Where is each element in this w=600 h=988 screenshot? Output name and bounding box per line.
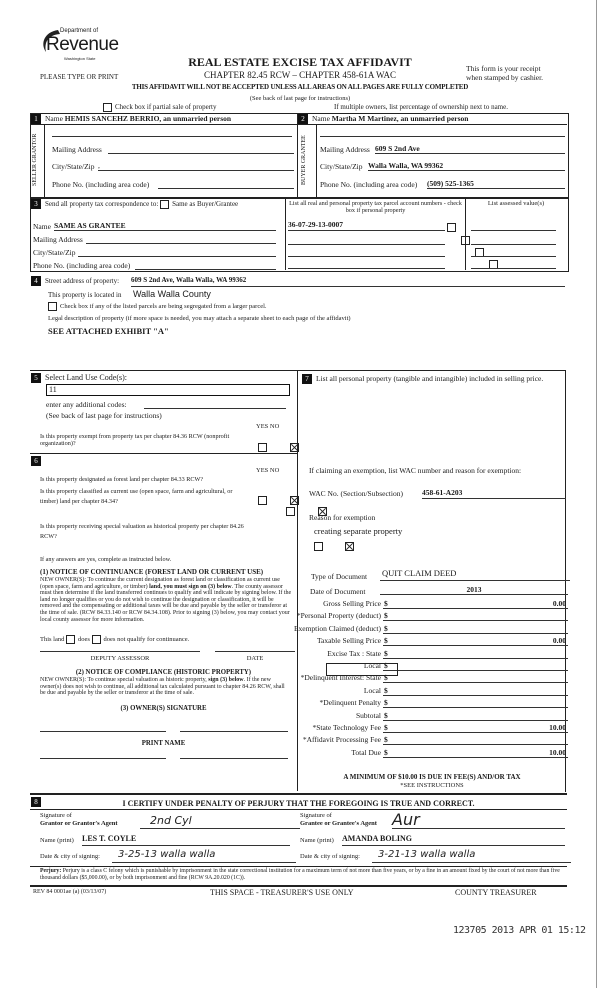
fee-label: Subtotal xyxy=(355,711,381,720)
fee-field[interactable] xyxy=(383,660,568,671)
fee-field[interactable] xyxy=(383,672,568,683)
body-bold: sign (3) below xyxy=(208,677,244,683)
does-not-checkbox[interactable] xyxy=(92,635,101,644)
same-as-label: Same as Buyer/Grantee xyxy=(172,200,239,208)
see-instructions-note: *SEE INSTRUCTIONS xyxy=(400,782,464,789)
segregated-checkbox[interactable] xyxy=(48,302,57,311)
grantor-signature[interactable]: 2nd Cyl xyxy=(140,814,300,829)
phone-label: Phone No. (including area code) xyxy=(33,261,131,270)
perjury-text: Perjury is a class C felony which is punishable by imprisonment in the state correctional institution for a maximum term of not more than five years, or by a fine in an amount fixed by the court of not more than five thousand dollars ($5,000.00), or by both imprisonment and fine (RCW 9A.20.020 (1C)). xyxy=(40,868,560,881)
forest-yes-checkbox[interactable] xyxy=(258,496,267,505)
personal-property-checkbox[interactable] xyxy=(447,223,456,232)
no-header: NO xyxy=(269,423,280,430)
send-label: Send all property tax correspondence to: xyxy=(45,200,159,208)
notice-continuance-body xyxy=(40,577,292,623)
fee-value: 0.00 xyxy=(552,599,566,608)
currency-sign: $ xyxy=(384,599,388,608)
correspondence-name-field[interactable]: SAME AS GRANTEE xyxy=(54,221,276,231)
name-label: Name xyxy=(33,222,51,231)
fee-field[interactable] xyxy=(383,685,568,696)
assessed-header: List assessed value(s) xyxy=(487,200,545,207)
phone-label: Phone No. (including area code) xyxy=(52,180,150,189)
city-label: City/State/Zip xyxy=(33,248,76,257)
parcel-header: List all real and personal property tax parcel account numbers - check box if personal property xyxy=(289,200,462,215)
body-text: . If the new owner(s) does not wish to continue, all additional tax calculated pursuant to chapter 84.26 RCW, shall be due and payable by the seller or transferor at the time of sale. xyxy=(40,677,285,697)
grantor-sig-label: Signature of xyxy=(40,812,72,819)
phone-label: Phone No. (including area code) xyxy=(320,180,418,189)
perjury-label: Perjury: xyxy=(40,868,62,874)
fee-field[interactable] xyxy=(383,623,568,634)
owner-signature-label: (3) OWNER(S) SIGNATURE xyxy=(120,705,207,712)
additional-codes-label: enter any additional codes: xyxy=(46,400,127,409)
currency-sign: $ xyxy=(384,686,388,695)
grantee-agent-label: Grantee or Grantee's Agent xyxy=(300,820,377,827)
section-number: 1 xyxy=(31,114,41,124)
deputy-assessor-line[interactable] xyxy=(40,650,200,652)
land-use-code-field[interactable]: 11 xyxy=(46,384,290,396)
notice-continuance-title: (1) NOTICE OF CONTINUANCE (FOREST LAND OR CURRENT USE) xyxy=(40,568,264,576)
fee-label: *Personal Property (deduct) xyxy=(296,611,381,620)
buyer-city-field[interactable]: Walla Walla, WA 99362 xyxy=(368,161,565,171)
name-label: Name xyxy=(312,114,330,123)
body-text: . The county assessor must then determine if the land transferred continues to qualify and will indicate by signing below. If the land no longer qualifies or you do not wish to continue the designation or classification, it will be removed and the compensating or additional taxes will be due and payable by the seller or transferor at the time of sale. (RCW 84.33.140 or RCW 84.34.108). Prior to signing (3) below, you may contact your local county assessor for more information. xyxy=(40,583,292,623)
historic-question: Is this property receiving special valuation as historical property per chapter 84.26 RCW? xyxy=(40,523,244,540)
section-number: 5 xyxy=(31,373,41,383)
doc-date-field[interactable]: 2013 xyxy=(380,585,568,595)
buyer-name-line2[interactable] xyxy=(320,128,565,137)
date-label: DATE xyxy=(246,655,264,662)
buyer-phone-field[interactable]: (509) 525-1365 xyxy=(427,179,565,189)
assessed-value-field[interactable] xyxy=(471,260,556,269)
partial-sale-checkbox[interactable] xyxy=(103,103,216,112)
fee-label: Local xyxy=(363,661,381,670)
fee-field[interactable] xyxy=(383,635,568,646)
personal-property-checkbox[interactable] xyxy=(461,236,470,245)
correspondence-city-field[interactable] xyxy=(78,247,276,257)
fee-label: Excise Tax : State xyxy=(327,649,381,658)
grantor-date-label: Date & city of signing: xyxy=(40,853,100,860)
grantee-name-field[interactable]: AMANDA BOLING xyxy=(342,834,565,846)
this-land-label: This land xyxy=(40,635,65,643)
certify-statement: I CERTIFY UNDER PENALTY OF PERJURY THAT THE FOREGOING IS TRUE AND CORRECT. xyxy=(122,799,475,808)
form-chapter: CHAPTER 82.45 RCW – CHAPTER 458-61A WAC xyxy=(204,70,396,80)
doc-type-label: Type of Document xyxy=(311,572,368,581)
currency-sign: $ xyxy=(384,723,388,732)
receipt-note-1: This form is your receipt xyxy=(466,64,541,73)
currency-sign: $ xyxy=(384,649,388,658)
buyer-grantee-label: BUYER GRANTEE xyxy=(301,135,307,185)
currency-sign: $ xyxy=(384,624,388,633)
grantor-agent-label: Grantor or Grantor's Agent xyxy=(40,820,118,827)
historic-no-checkbox[interactable] xyxy=(345,542,354,551)
doc-date-label: Date of Document xyxy=(310,587,366,596)
yes-header: YES xyxy=(256,467,269,474)
minimum-note: A MINIMUM OF $10.00 IS DUE IN FEE(S) AND/OR TAX xyxy=(343,773,521,781)
parcel-number-field[interactable]: 36-07-29-13-0007 xyxy=(288,220,445,231)
currency-sign: $ xyxy=(384,698,388,707)
if-yes-note: If any answers are yes, complete as instructed below. xyxy=(40,556,172,563)
body-text: NEW OWNER(S): To continue special valuation as historic property, xyxy=(40,677,209,683)
grantor-date-field[interactable]: 3-25-13 walla walla xyxy=(112,849,296,863)
body-bold: land, you must sign on (3) below xyxy=(149,583,232,590)
mailing-label: Mailing Address xyxy=(320,145,370,154)
section-number: 2 xyxy=(298,114,308,124)
partial-sale-label: Check box if partial sale of property xyxy=(115,103,217,112)
grantee-date-label: Date & city of signing: xyxy=(300,853,360,860)
grantor-name-field[interactable]: LES T. COYLE xyxy=(82,834,290,846)
historic-yes-checkbox[interactable] xyxy=(314,542,323,551)
section-number: 4 xyxy=(31,276,41,286)
section-number: 6 xyxy=(31,456,41,466)
fee-value: 10.00 xyxy=(549,723,566,732)
exemption-label: If claiming an exemption, list WAC number and reason for exemption: xyxy=(309,466,522,475)
page-edge xyxy=(596,0,597,988)
local-code-field[interactable] xyxy=(326,663,398,676)
city-label: City/State/Zip xyxy=(320,162,363,171)
fee-field[interactable] xyxy=(383,722,568,733)
currency-sign: $ xyxy=(384,735,388,744)
grantee-signature[interactable]: Aur xyxy=(392,810,565,829)
mailing-label: Mailing Address xyxy=(52,145,102,154)
print-name-label: PRINT NAME xyxy=(141,740,186,747)
parcel-number-field[interactable] xyxy=(288,258,445,269)
notice-compliance-title: (2) NOTICE OF COMPLIANCE (HISTORIC PROPERTY) xyxy=(75,669,252,676)
fee-field[interactable] xyxy=(383,697,568,708)
checkbox[interactable] xyxy=(103,103,112,112)
seller-name[interactable]: HEMIS SANCEHZ BERRIO, an unmarried person xyxy=(64,114,232,123)
currency-sign: $ xyxy=(384,673,388,682)
see-back-note: (See back of last page for instructions) xyxy=(46,411,162,420)
currency-sign: $ xyxy=(384,748,388,757)
doc-type-field[interactable]: QUIT CLAIM DEED xyxy=(380,568,570,581)
current-use-question: Is this property classified as current use (open space, farm and agricultural, or timber) land per chapter 84.34? xyxy=(40,488,233,505)
parcel-number-field[interactable] xyxy=(288,246,445,257)
fee-label: Local xyxy=(363,686,381,695)
deputy-assessor-label: DEPUTY ASSESSOR xyxy=(90,655,150,662)
mailing-label: Mailing Address xyxy=(33,235,83,244)
form-number: REV 84 0001ae (a) (03/13/07) xyxy=(33,889,107,895)
correspondence-phone-field[interactable] xyxy=(135,260,276,270)
located-label: This property is located in xyxy=(48,291,122,299)
county-treasurer-label: COUNTY TREASURER xyxy=(455,888,537,897)
see-back-note: (See back of last page for instructions) xyxy=(249,95,351,102)
fee-field[interactable] xyxy=(383,598,568,609)
seller-grantor-label: SELLER GRANTOR xyxy=(32,133,38,187)
warning-text: THIS AFFIDAVIT WILL NOT BE ACCEPTED UNLESS ALL AREAS ON ALL PAGES ARE FULLY COMPLETED xyxy=(131,83,469,91)
assessed-value-field[interactable] xyxy=(471,222,556,231)
reason-label: Reason for exemption xyxy=(309,513,376,522)
currency-sign: $ xyxy=(384,711,388,720)
does-label: does xyxy=(78,635,90,643)
forest-land-question: Is this property designated as forest land per chapter 84.33 RCW? xyxy=(40,476,204,483)
currency-sign: $ xyxy=(384,636,388,645)
wac-label: WAC No. (Section/Subsection) xyxy=(309,489,403,498)
street-label: Street address of property: xyxy=(45,277,120,285)
legal-description[interactable]: SEE ATTACHED EXHIBIT "A" xyxy=(48,326,169,336)
section-number: 3 xyxy=(31,199,41,209)
nonprofit-no-checkbox[interactable] xyxy=(290,443,299,452)
assessed-value-field[interactable] xyxy=(471,248,556,257)
form-title: REAL ESTATE EXCISE TAX AFFIDAVIT xyxy=(188,55,412,69)
grantee-sig-label: Signature of xyxy=(300,812,332,819)
fee-field[interactable] xyxy=(383,710,568,721)
multiple-owners-note: If multiple owners, list percentage of ownership next to name. xyxy=(334,103,508,111)
seller-city-field[interactable]: , xyxy=(98,161,294,171)
fee-field[interactable] xyxy=(383,734,568,745)
notice-compliance-body xyxy=(40,677,290,697)
same-as-buyer-checkbox[interactable] xyxy=(160,200,169,209)
fee-field[interactable] xyxy=(383,648,568,659)
no-header: NO xyxy=(269,467,280,474)
does-not-label: does not qualify for continuance. xyxy=(103,635,190,643)
fee-label: Taxable Selling Price xyxy=(316,636,381,645)
yes-header: YES xyxy=(256,423,269,430)
perjury-notice xyxy=(40,868,565,882)
forest-no-checkbox[interactable] xyxy=(290,496,299,505)
fee-field[interactable] xyxy=(383,747,568,758)
wac-number-field[interactable]: 458-61-A203 xyxy=(422,488,566,499)
fee-label: *Delinquent Penalty xyxy=(319,698,381,707)
parcel-number-field[interactable] xyxy=(288,234,445,245)
nonprofit-yes-checkbox[interactable] xyxy=(258,443,267,452)
section-number: 8 xyxy=(31,797,41,807)
fee-label: Exemption Claimed (deduct) xyxy=(293,624,381,633)
fee-value: 10.00 xyxy=(549,748,566,757)
body-text: NEW OWNER(S): To continue the current designation as forest land or classification as current use (open space, farm and agriculture, or timber) xyxy=(40,577,280,590)
additional-codes-field[interactable] xyxy=(144,399,286,409)
fee-label: *State Technology Fee xyxy=(312,723,381,732)
correspondence-mailing-field[interactable] xyxy=(86,234,276,244)
fee-field[interactable] xyxy=(383,610,568,621)
treasurer-space-label: THIS SPACE - TREASURER'S USE ONLY xyxy=(210,888,354,897)
currency-sign: $ xyxy=(384,661,388,670)
please-type: PLEASE TYPE OR PRINT xyxy=(40,73,119,81)
city-label: City/State/Zip xyxy=(52,162,95,171)
reason-field[interactable]: creating separate property xyxy=(314,526,403,536)
currency-sign: $ xyxy=(384,611,388,620)
print-name-line-2[interactable] xyxy=(180,757,288,759)
county-field[interactable]: Walla Walla County xyxy=(133,289,211,299)
land-use-label: Select Land Use Code(s): xyxy=(45,373,127,382)
assessed-value-field[interactable] xyxy=(471,236,556,245)
seller-phone-field[interactable] xyxy=(158,179,294,189)
dor-logo: Department of Revenue Washington State xyxy=(40,24,120,72)
seller-mailing-field[interactable] xyxy=(108,144,294,154)
owner-signature-line[interactable] xyxy=(40,730,166,732)
grantee-name-label: Name (print) xyxy=(300,837,334,844)
nonprofit-question: Is this property exempt from property tax per chapter 84.36 RCW (nonprofit organization)? xyxy=(40,433,230,448)
grantee-date-field[interactable]: 3-21-13 walla walla xyxy=(372,849,571,863)
buyer-name[interactable]: Martha M Martinez, an unmarried person xyxy=(331,114,469,123)
segregated-label: Check box if any of the listed parcels are being segregated from a larger parcel. xyxy=(60,302,267,310)
cashier-stamp: 123705 2013 APR 01 15:12 xyxy=(453,925,586,936)
buyer-mailing-field[interactable]: 609 S 2nd Ave xyxy=(375,144,565,154)
personal-property-label: List all personal property (tangible and intangible) included in selling price. xyxy=(316,374,544,383)
grantor-name-label: Name (print) xyxy=(40,837,74,844)
owner-signature-line-2[interactable] xyxy=(180,730,288,732)
legal-description-label: Legal description of property (if more space is needed, you may attach a separate sheet to each page of the affidavit) xyxy=(48,315,351,322)
print-name-line[interactable] xyxy=(40,757,166,759)
does-checkbox[interactable] xyxy=(66,635,75,644)
street-address-field[interactable]: 609 S 2nd Ave, Walla Walla, WA 99362 xyxy=(131,276,565,287)
name-label: Name xyxy=(45,114,63,123)
current-use-yes-checkbox[interactable] xyxy=(286,507,295,516)
receipt-note-2: when stamped by cashier. xyxy=(466,73,544,82)
fee-value: 0.00 xyxy=(552,636,566,645)
fee-label: *Affidavit Processing Fee xyxy=(302,735,381,744)
section-number: 7 xyxy=(302,374,312,384)
fee-label: Total Due xyxy=(351,748,381,757)
fee-label: *Delinquent Interest: State xyxy=(300,673,381,682)
fee-label: Gross Selling Price xyxy=(323,599,381,608)
seller-name-line2[interactable] xyxy=(52,128,292,137)
